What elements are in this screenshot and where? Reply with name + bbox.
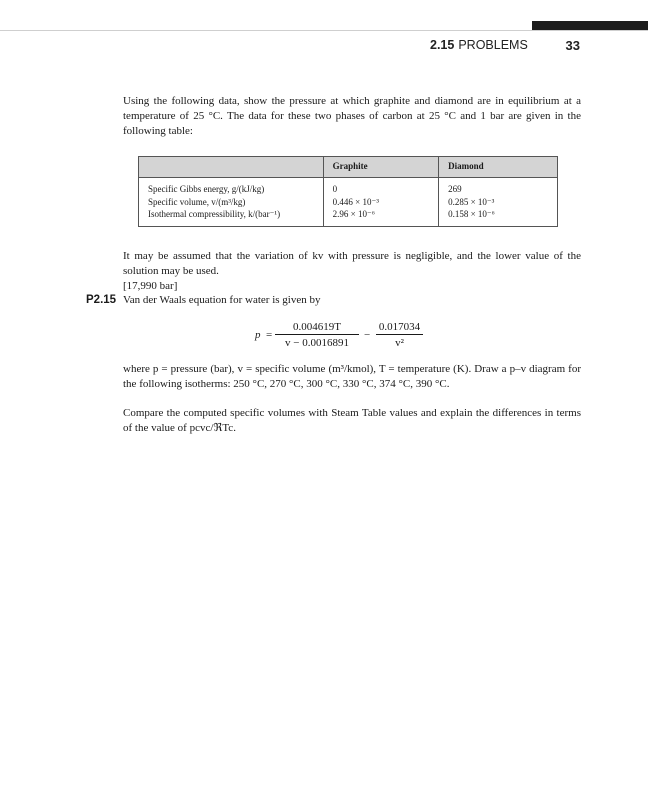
section-heading [430, 38, 528, 52]
property-compressibility: Isothermal compressibility, k/(bar⁻¹) [148, 209, 281, 219]
section-number: 2.15 [430, 38, 455, 52]
fraction-term-1 [275, 320, 359, 351]
graphite-gibbs: 0 [332, 184, 338, 194]
table-header-graphite: Graphite [323, 157, 438, 178]
intro-paragraph: Using the following data, show the pressure at which graphite and diamond are in equilibrium at a temperature of 25 °C. The data for these two phases of carbon at 25 °C and 1 bar are given in the following table: [123, 95, 581, 137]
table-row [139, 178, 558, 227]
property-column [139, 178, 324, 227]
term1-denominator: v − 0.0016891 [275, 334, 359, 351]
property-gibbs: Specific Gibbs energy, g/(kJ/kg) [148, 184, 265, 194]
problem-number: P2.15 [86, 294, 117, 306]
table-header-property [139, 157, 324, 178]
header-black-bar [532, 21, 648, 30]
diamond-column [439, 178, 558, 227]
graphite-compressibility: 2.96 × 10⁻⁶ [332, 209, 375, 219]
table-header-diamond: Diamond [439, 157, 558, 178]
equation-lhs: p [255, 329, 261, 341]
property-volume: Specific volume, v/(m³/kg) [148, 196, 246, 207]
term2-denominator: v² [376, 334, 423, 351]
answer-text: [17,990 bar] [123, 280, 178, 292]
graphite-column [323, 178, 438, 227]
term2-numerator: 0.017034 [378, 321, 421, 333]
diamond-compressibility: 0.158 × 10⁻⁶ [448, 209, 495, 219]
running-head [430, 37, 580, 53]
minus-sign: − [364, 329, 371, 341]
section-title: PROBLEMS [458, 38, 528, 52]
diamond-gibbs: 269 [448, 184, 462, 194]
definitions-paragraph: where p = pressure (bar), v = specific volume (m³/kmol), T = temperature (K). Draw a p–v diagram for the following isotherms: 250 °C, 270 °C, 300 °C, 330 °C, 374 °C, 390 °C. [123, 363, 581, 390]
compare-paragraph: Compare the computed specific volumes with Steam Table values and explain the differences in terms of the value of pcvc/ℜTc. [123, 407, 581, 434]
equals-sign: = [266, 329, 273, 341]
assumption-paragraph: It may be assumed that the variation of kv with pressure is negligible, and the lower value of the solution may be used. [123, 250, 581, 277]
header-rule [0, 30, 648, 31]
diamond-volume: 0.285 × 10⁻³ [448, 196, 495, 207]
fraction-term-2 [376, 320, 423, 351]
van-der-waals-equation [255, 320, 425, 356]
carbon-phase-table [138, 156, 558, 227]
page-number: 33 [565, 37, 580, 53]
problem-statement: Van der Waals equation for water is given by [123, 294, 321, 306]
term1-numerator: 0.004619T [293, 321, 341, 333]
graphite-volume: 0.446 × 10⁻³ [332, 196, 379, 207]
table-header-row [139, 157, 558, 178]
